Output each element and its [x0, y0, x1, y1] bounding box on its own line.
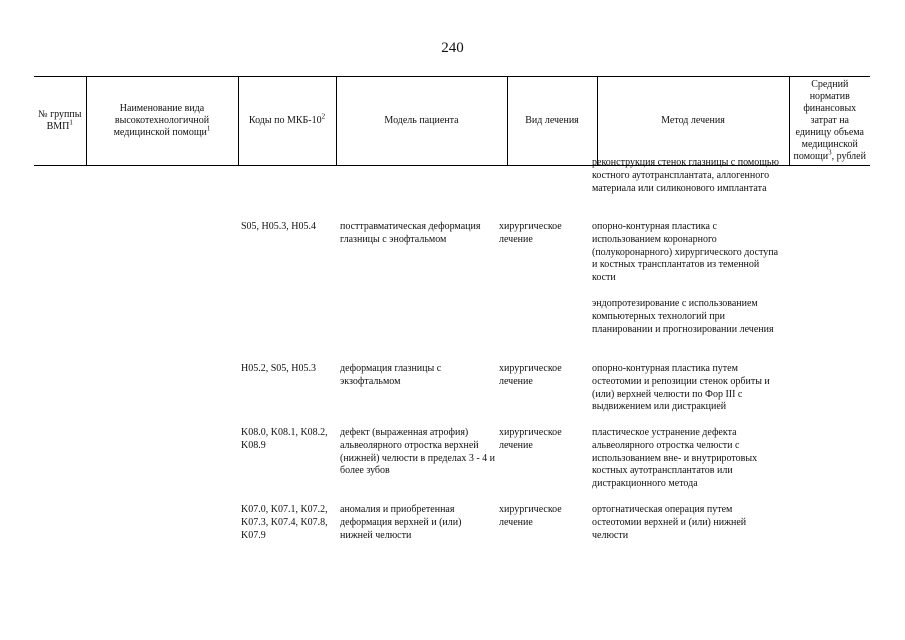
row-method: реконструкция стенок глазницы с помощью костного аутотрансплантата, аллогенного материала или силиконового имплантата [592, 157, 779, 194]
header-treatment-method: Метод лечения [597, 77, 789, 166]
row-method: ортогнатическая операция путем остеотомии верхней и (или) нижней челюсти [592, 504, 747, 541]
row-treatment-kind: хирургическое лечение [499, 363, 562, 387]
row-patient-model: посттравматическая деформация глазницы с энофтальмом [340, 221, 481, 245]
row-patient-model: дефект (выраженная атрофия) альвеолярного отростка верхней (нижней) челюсти в пределах 3 - 4 и более зубов [340, 427, 496, 477]
page-number: 240 [441, 40, 464, 56]
row-method: пластическое устранение дефекта альвеолярного отростка челюсти с использованием вне- и внутриротовых костных аутотрансплантатов или дистракционного метода [592, 427, 758, 490]
header-group-number: № группы ВМП$^1$ [34, 77, 86, 166]
row-method: опорно-контурная пластика путем остеотомии и репозиции стенок орбиты и (или) верхней челюсти по Фор III с выдвижением или дистракцией [592, 363, 770, 413]
table-header [34, 76, 870, 166]
header-cost-norm: Средний норматив финансовых затрат на единицу объема медицинской помощи$^3$, рублей [789, 77, 870, 166]
row-codes: S05, H05.3, H05.4 [241, 221, 317, 232]
row-codes: H05.2, S05, H05.3 [241, 363, 317, 374]
row-patient-model: деформация глазницы с экзофтальмом [340, 363, 442, 387]
header-treatment-kind: Вид лечения [507, 77, 597, 166]
row-treatment-kind: хирургическое лечение [499, 504, 562, 528]
row-method: опорно-контурная пластика с использованием коронарного (полукоронарного) хирургического доступа и костных трансплантатов из теменной кости [592, 221, 779, 284]
header-patient-model: Модель пациента [336, 77, 507, 166]
row-codes: K07.0, K07.1, K07.2, K07.3, K07.4, K07.8, K07.9 [241, 504, 328, 541]
row-method: эндопротезирование с использованием компьютерных технологий при планировании и прогнозировании лечения [592, 298, 774, 335]
header-icd-codes: Коды по МКБ-$10^2$ [238, 77, 336, 166]
header-care-type: Наименование вида высокотехнологичной медицинской помощи$^1$ [86, 77, 238, 166]
row-treatment-kind: хирургическое лечение [499, 427, 562, 451]
row-codes: K08.0, K08.1, K08.2, K08.9 [241, 427, 328, 451]
row-patient-model: аномалия и приобретенная деформация верхней и (или) нижней челюсти [340, 504, 462, 541]
row-treatment-kind: хирургическое лечение [499, 221, 562, 245]
